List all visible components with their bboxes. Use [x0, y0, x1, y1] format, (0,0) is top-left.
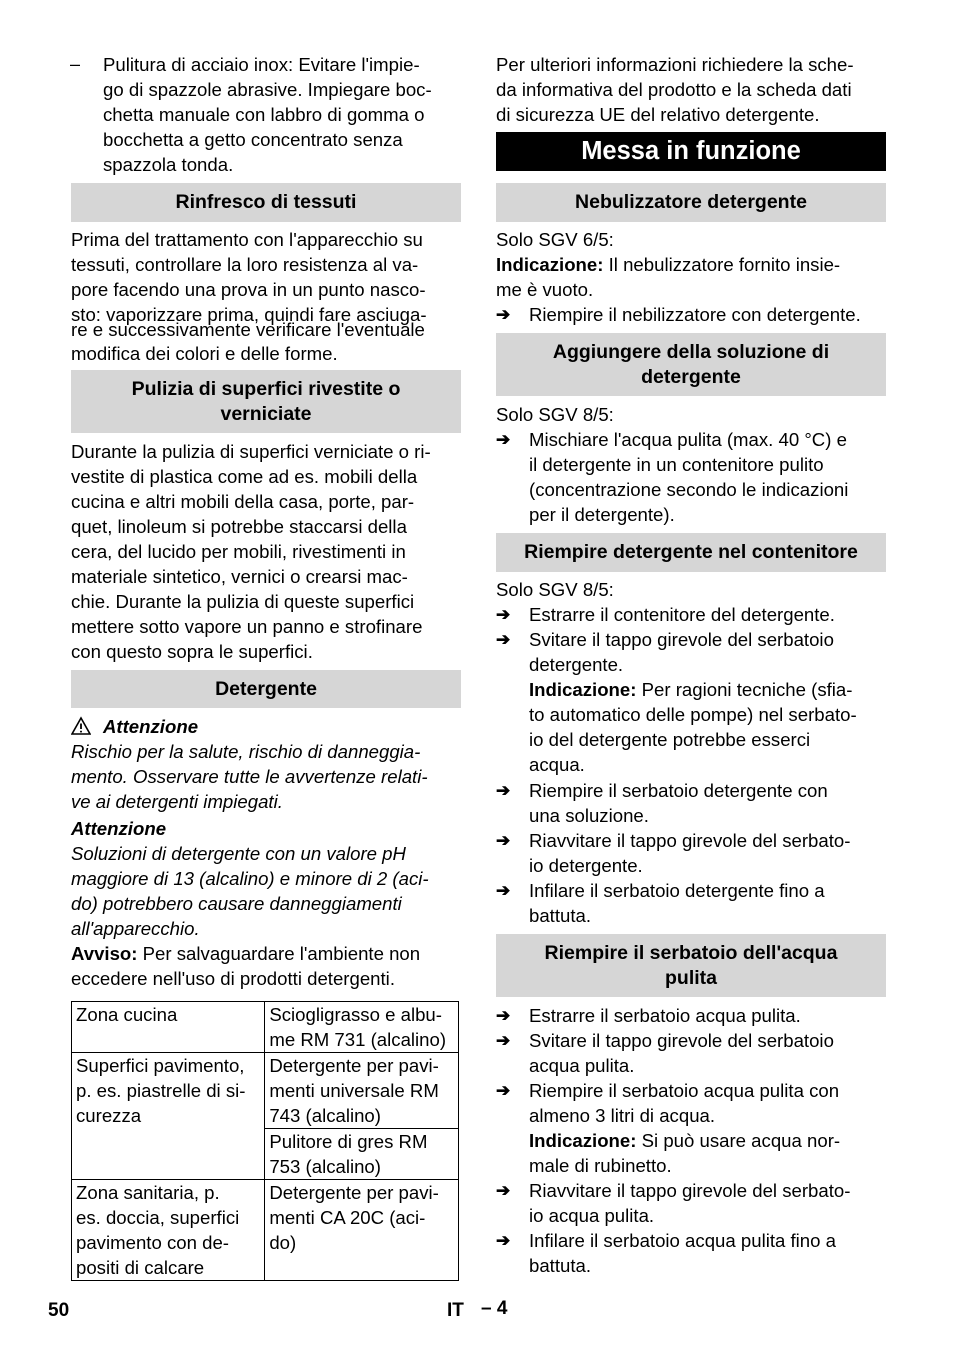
step-line: una soluzione. — [529, 805, 649, 826]
arrow-right-icon: ➔ — [496, 1081, 511, 1100]
page-number: 50 — [48, 1300, 70, 1321]
intro-line: Pulitura di acciaio inox: Evitare l'impie- — [103, 54, 420, 75]
heading-text: Detergente — [215, 677, 317, 700]
intro-line: go di spazzole abrasive. Impiegare boc- — [103, 79, 432, 100]
heading-text: Riempire detergente nel contenitore — [524, 541, 858, 563]
intro-line: spazzola tonda. — [103, 154, 234, 175]
section-heading-rinfresco — [71, 183, 461, 222]
paragraph-line: quet, linoleum si potrebbe staccarsi della — [71, 516, 407, 537]
indication-line: acqua. — [529, 754, 585, 775]
arrow-right-icon: ➔ — [496, 1006, 511, 1025]
step-line: Riempire il nebilizzatore con detergente. — [529, 304, 861, 325]
table-cell: Zona sanitaria, p. es. doccia, superfici pavimento con de- positi di calcare — [72, 1180, 265, 1281]
arrow-right-icon: ➔ — [496, 1231, 511, 1250]
paragraph-line: di sicurezza UE del relativo detergente. — [496, 104, 820, 125]
step-line: il detergente in un contenitore pulito — [529, 454, 824, 475]
table-cell: Zona cucina — [72, 1002, 265, 1053]
arrow-right-icon: ➔ — [496, 430, 511, 449]
step-line: per il detergente). — [529, 504, 675, 525]
warning-triangle-icon — [71, 716, 91, 736]
indication-line: Indicazione: Si può usare acqua nor- — [529, 1130, 841, 1151]
paragraph-line: Durante la pulizia di superfici verniciate o ri- — [71, 441, 431, 462]
paragraph-line: pore facendo una prova in un punto nasco- — [71, 279, 426, 300]
model-note: Solo SGV 6/5: — [496, 229, 614, 250]
step-line: Estrarre il serbatoio acqua pulita. — [529, 1005, 801, 1026]
indication-label: Indicazione: — [529, 1130, 637, 1151]
heading-text: Aggiungere della soluzione di — [552, 340, 830, 363]
paragraph-line: tessuti, controllare la loro resistenza al va- — [71, 254, 419, 275]
indication-line: to automatico delle pompe) nel serbato- — [529, 704, 857, 725]
indication-line: male di rubinetto. — [529, 1155, 672, 1176]
chapter-title-text: Messa in funzione — [581, 137, 801, 165]
table-row — [72, 1180, 459, 1281]
indication-line: io del detergente potrebbe esserci — [529, 729, 811, 750]
step-line: (concentrazione secondo le indicazioni — [529, 479, 849, 500]
warning-title: Attenzione — [103, 716, 199, 737]
step-line: battuta. — [529, 1255, 592, 1276]
warning-line: Rischio per la salute, rischio di danneggia- — [71, 741, 421, 762]
heading-text: Rinfresco di tessuti — [175, 191, 357, 213]
heading-text: pulita — [665, 966, 717, 989]
paragraph-line: Prima del trattamento con l'apparecchio su — [71, 229, 423, 250]
table-cell: Detergente per pavi- menti CA 20C (aci- do) — [265, 1180, 459, 1281]
notice-label: Avviso: — [71, 943, 138, 964]
step-line: Svitare il tappo girevole del serbatoio — [529, 629, 834, 650]
table-cell: Superfici pavimento, p. es. piastrelle di si- curezza — [72, 1053, 265, 1180]
paragraph-line: vestite di plastica come ad es. mobili della — [71, 466, 418, 487]
chapter-title — [496, 132, 886, 171]
section-heading-pulizia — [71, 370, 461, 433]
arrow-right-icon: ➔ — [496, 881, 511, 900]
step-line: Infilare il serbatoio acqua pulita fino a — [529, 1230, 836, 1251]
arrow-right-icon: ➔ — [496, 831, 511, 850]
arrow-right-icon: ➔ — [496, 630, 511, 649]
paragraph-line: cera, del lucido per mobili, rivestimenti in — [71, 541, 406, 562]
intro-line: chetta manuale con labbro di gomma o — [103, 104, 425, 125]
warning-title: Attenzione — [71, 818, 167, 839]
paragraph-line: sto: vaporizzare prima, quindi fare asciuga- — [71, 304, 427, 325]
heading-text: detergente — [641, 365, 741, 388]
step-line: Riavvitare il tappo girevole del serbato- — [529, 830, 851, 851]
paragraph-line: da informativa del prodotto e la scheda dati — [496, 79, 852, 100]
step-line: Riempire il serbatoio acqua pulita con — [529, 1080, 840, 1101]
heading-text: Riempire il serbatoio dell'acqua — [544, 941, 838, 964]
paragraph-line: cucina e altri mobili della casa, porte, par- — [71, 491, 415, 512]
warning-line: do) potrebbero causare danneggiamenti — [71, 893, 402, 914]
warning-line: all'apparecchio. — [71, 918, 200, 939]
step-line: io detergente. — [529, 855, 643, 876]
paragraph-line: re e successivamente verificare l'eventuale — [71, 319, 425, 340]
indication-label: Indicazione: — [496, 254, 604, 275]
model-note: Solo SGV 8/5: — [496, 579, 614, 600]
heading-text: Pulizia di superfici rivestite o — [131, 377, 401, 400]
step-line: Svitare il tappo girevole del serbatoio — [529, 1030, 834, 1051]
notice-text: Per salvaguardare l'ambiente non — [137, 943, 421, 964]
step-line: battuta. — [529, 905, 592, 926]
section-heading-riempire-detergente — [496, 533, 886, 572]
step-line: Riempire il serbatoio detergente con — [529, 780, 828, 801]
indication-label: Indicazione: — [529, 679, 637, 700]
arrow-right-icon: ➔ — [496, 1031, 511, 1050]
step-line: detergente. — [529, 654, 624, 675]
indication-line: Indicazione: Per ragioni tecniche (sfia- — [529, 679, 853, 700]
warning-line: Soluzioni di detergente con un valore pH — [71, 843, 406, 864]
step-line: acqua pulita. — [529, 1055, 635, 1076]
warning-line: maggiore di 13 (alcalino) e minore di 2 (aci- — [71, 868, 429, 889]
table-cell: Detergente per pavi- menti universale RM 743 (alcalino) — [265, 1053, 459, 1129]
step-line: io acqua pulita. — [529, 1205, 655, 1226]
arrow-right-icon: ➔ — [496, 781, 511, 800]
table-row — [72, 1053, 459, 1129]
section-page: – 4 — [481, 1298, 508, 1319]
paragraph-line: mettere sotto vapore un panno e strofinare — [71, 616, 423, 637]
arrow-right-icon: ➔ — [496, 605, 511, 624]
section-heading-acqua — [496, 934, 886, 997]
dash-bullet: – — [70, 54, 81, 74]
notice-line — [71, 941, 420, 966]
paragraph-line: con questo sopra le superfici. — [71, 641, 313, 662]
step-line: Estrarre il contenitore del detergente. — [529, 604, 835, 625]
warning-line: mento. Osservare tutte le avvertenze relati- — [71, 766, 428, 787]
step-line: almeno 3 litri di acqua. — [529, 1105, 716, 1126]
warning-line: ve ai detergenti impiegati. — [71, 791, 283, 812]
paragraph-line: chie. Durante la pulizia di queste superfici — [71, 591, 415, 612]
indication-line: Indicazione: Il nebulizzatore fornito insie- — [496, 254, 841, 275]
intro-line: bocchetta a getto concentrato senza — [103, 129, 403, 150]
notice-line: eccedere nell'uso di prodotti detergenti. — [71, 968, 395, 989]
table-cell: Pulitore di gres RM 753 (alcalino) — [265, 1129, 459, 1180]
section-heading-aggiungere — [496, 333, 886, 396]
section-heading-nebulizzatore — [496, 183, 886, 222]
paragraph-line: materiale sintetico, vernici o crearsi mac- — [71, 566, 408, 587]
section-heading-detergente — [71, 670, 461, 708]
indication-line: me è vuoto. — [496, 279, 594, 300]
language-code: IT — [447, 1300, 464, 1321]
step-line: Riavvitare il tappo girevole del serbato- — [529, 1180, 851, 1201]
paragraph-line: modifica dei colori e delle forme. — [71, 343, 338, 364]
heading-text: Nebulizzatore detergente — [575, 191, 807, 213]
table-cell: Sciogligrasso e albu- me RM 731 (alcalino) — [265, 1002, 459, 1053]
table-row — [72, 1002, 459, 1053]
step-line: Infilare il serbatoio detergente fino a — [529, 880, 825, 901]
heading-text: verniciate — [220, 402, 312, 425]
paragraph-line: Per ulteriori informazioni richiedere la sche- — [496, 54, 854, 75]
detergent-table — [71, 1001, 459, 1281]
arrow-right-icon: ➔ — [496, 305, 511, 324]
arrow-right-icon: ➔ — [496, 1181, 511, 1200]
step-line: Mischiare l'acqua pulita (max. 40 °C) e — [529, 429, 847, 450]
model-note: Solo SGV 8/5: — [496, 404, 614, 425]
